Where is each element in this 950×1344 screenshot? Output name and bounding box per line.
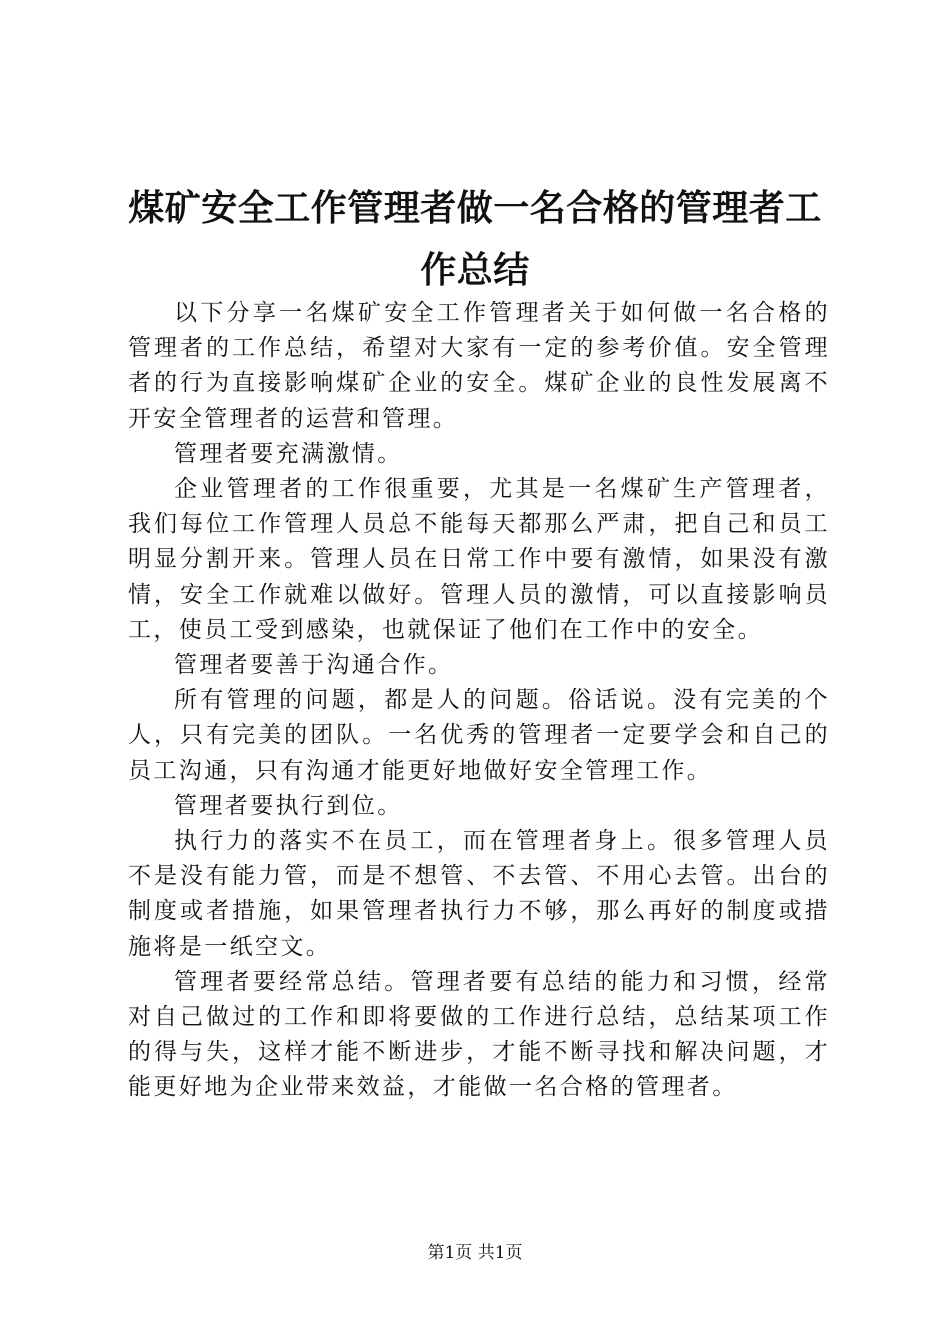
paragraph-communication: 所有管理的问题，都是人的问题。俗话说。没有完美的个人，只有完美的团队。一名优秀的管理者一定要学会和自己的员工沟通，只有沟通才能更好地做好安全管理工作。 [128, 687, 830, 784]
paragraph-execution: 执行力的落实不在员工，而在管理者身上。很多管理人员不是没有能力管，而是不想管、不去管、不用心去管。出台的制度或者措施，如果管理者执行力不够，那么再好的制度或措施将是一纸空文。 [128, 828, 830, 960]
paragraph-heading-execution: 管理者要执行到位。 [174, 792, 403, 819]
paragraph-summary: 管理者要经常总结。管理者要有总结的能力和习惯，经常对自己做过的工作和即将要做的工作进行总结，总结某项工作的得与失，这样才能不断进步，才能不断寻找和解决问题，才能更好地为企业带来效益，才能做一名合格的管理者。 [128, 968, 830, 1101]
paragraph-intro: 以下分享一名煤矿安全工作管理者关于如何做一名合格的管理者的工作总结，希望对大家有一定的参考价值。安全管理者的行为直接影响煤矿企业的安全。煤矿企业的良性发展离不开安全管理者的运营和管理。 [128, 300, 830, 432]
document-title: 煤矿安全工作管理者做一名合格的管理者工作总结 [128, 188, 822, 291]
paragraph-heading-passion: 管理者要充满激情。 [174, 440, 403, 467]
page-footer: 第1页 共1页 [427, 1243, 523, 1263]
paragraph-heading-communication: 管理者要善于沟通合作。 [174, 652, 454, 679]
paragraph-passion: 企业管理者的工作很重要，尤其是一名煤矿生产管理者，我们每位工作管理人员总不能每天都那么严肃，把自己和员工明显分割开来。管理人员在日常工作中要有激情，如果没有激情，安全工作就难以做好。管理人员的激情，可以直接影响员工，使员工受到感染，也就保证了他们在工作中的安全。 [128, 476, 830, 643]
document-body [128, 296, 830, 1106]
